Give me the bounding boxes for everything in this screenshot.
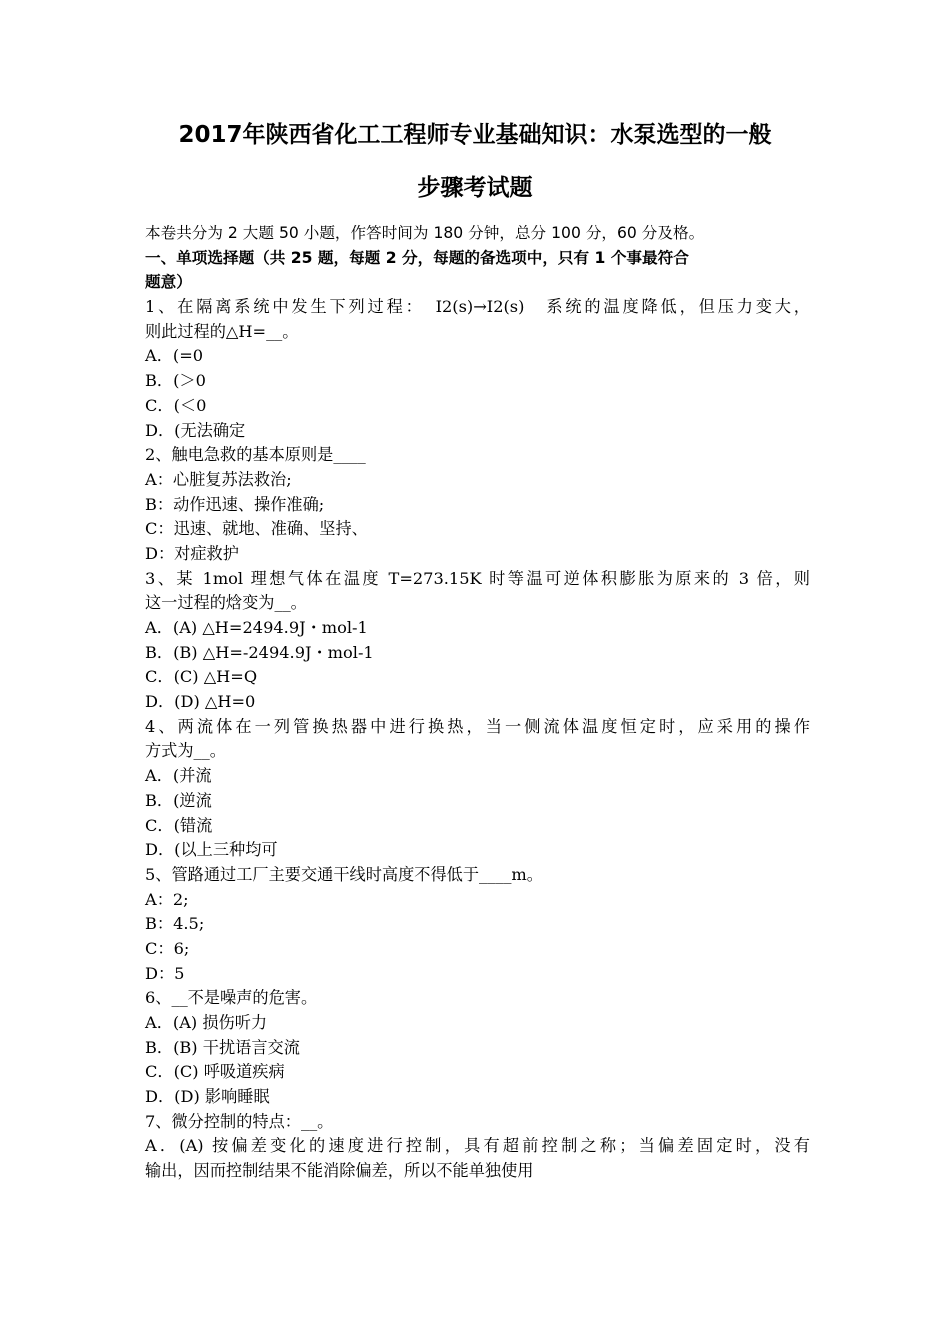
question-5-option-c: C：6;: [145, 938, 190, 958]
question-2-option-c: C：迅速、就地、准确、坚持、: [145, 519, 368, 539]
document-title-line-1: 2017年陕西省化工工程师专业基础知识：水泵选型的一般: [178, 122, 772, 148]
question-5-option-d: D：5: [145, 963, 185, 983]
question-7-option-a-line-2: 输出，因而控制结果不能消除偏差，所以不能单独使用: [145, 1161, 534, 1181]
question-2-option-a: A：心脏复苏法救治;: [145, 469, 292, 489]
question-1-line-2: 则此过程的△H=__。: [145, 321, 299, 341]
section-heading-line-2: 题意）: [145, 273, 192, 292]
question-6-option-d: D．(D) 影响睡眠: [145, 1087, 270, 1107]
question-1-line-1: 1、在隔离系统中发生下列过程： I2(s)→I2(s) 系统的温度降低，但压力变大，: [145, 297, 810, 317]
question-6-option-c: C．(C) 呼吸道疾病: [145, 1062, 285, 1082]
question-4-option-b: B．(逆流: [145, 790, 212, 810]
question-6-option-b: B．(B) 干扰语言交流: [145, 1037, 300, 1057]
question-3-line-1: 3、某 1mol 理想气体在温度 T=273.15K 时等温可逆体积膨胀为原来的 3 倍，则: [145, 568, 810, 588]
question-4-option-c: C．(错流: [145, 815, 213, 835]
question-1-option-c: C．(＜0: [145, 395, 207, 415]
question-7: 7、微分控制的特点：__。: [145, 1111, 334, 1131]
question-3-line-2: 这一过程的焓变为__。: [145, 593, 307, 613]
question-5: 5、管路通过工厂主要交通干线时高度不得低于____m。: [145, 864, 543, 884]
question-4-line-2: 方式为__。: [145, 741, 226, 761]
exam-intro: 本卷共分为 2 大题 50 小题，作答时间为 180 分钟，总分 100 分，60 分及格。: [145, 224, 705, 242]
question-1-option-d: D．(无法确定: [145, 420, 246, 440]
section-heading-line-1: 一、单项选择题（共 25 题，每题 2 分，每题的备选项中，只有 1 个事最符合: [145, 248, 689, 267]
question-5-option-a: A：2;: [145, 889, 189, 909]
document-title-line-2: 步骤考试题: [417, 175, 533, 201]
question-6-option-a: A．(A) 损伤听力: [145, 1013, 268, 1032]
question-2-option-b: B：动作迅速、操作准确;: [145, 494, 325, 514]
question-3-option-c: C．(C) △H=Q: [145, 667, 258, 687]
question-2-option-d: D：对症救护: [145, 543, 239, 563]
question-6: 6、__不是噪声的危害。: [145, 988, 318, 1008]
document-body: [145, 221, 810, 1184]
question-5-option-b: B：4.5;: [145, 914, 205, 934]
question-3-option-b: B．(B) △H=-2494.9J・mol-1: [145, 642, 374, 662]
question-4-line-1: 4、两流体在一列管换热器中进行换热，当一侧流体温度恒定时，应采用的操作: [145, 716, 810, 736]
question-4-option-a: A．(并流: [145, 766, 212, 786]
question-7-option-a-line-1: A．(A) 按偏差变化的速度进行控制，具有超前控制之称；当偏差固定时，没有: [145, 1136, 810, 1156]
question-2: 2、触电急救的基本原则是____: [145, 445, 366, 465]
question-4-option-d: D．(以上三种均可: [145, 840, 278, 860]
question-3-option-d: D．(D) △H=0: [145, 692, 256, 712]
question-1-option-b: B．(＞0: [145, 371, 206, 391]
question-3-option-a: A．(A) △H=2494.9J・mol-1: [145, 618, 368, 637]
question-1-option-a: A．(=0: [145, 346, 204, 366]
